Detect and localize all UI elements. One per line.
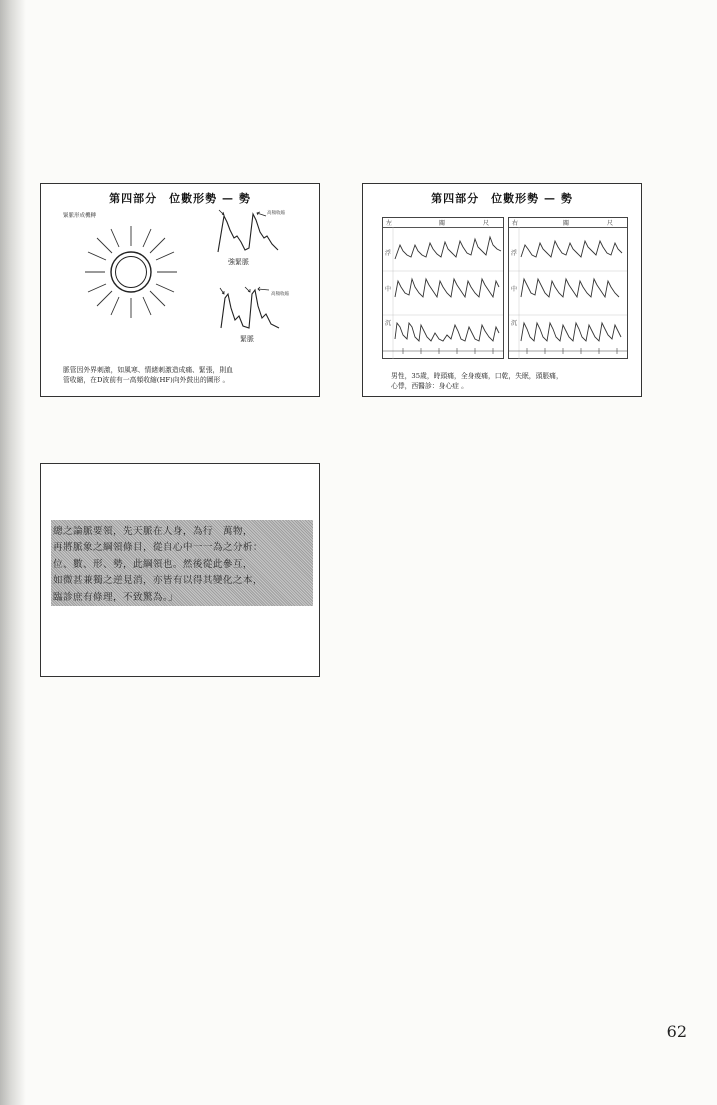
summary-line: 再將脈象之綱領條目，從自心中一一為之分析： <box>53 542 263 554</box>
caption-line: 心悸，西醫診：身心症 。 <box>391 382 468 390</box>
row-label: 沉 <box>385 320 392 327</box>
panel-header-cell: 右 <box>512 220 519 227</box>
hf-label-top: 高頻收縮 <box>267 211 285 216</box>
slide-caption <box>391 371 627 391</box>
slide-caption <box>63 365 305 385</box>
row-label: 浮 <box>385 250 392 257</box>
panel-header-cell: 關 <box>563 220 570 227</box>
sun-diagram-label: 緊脈形成機轉 <box>63 213 97 219</box>
slide-summary-quote <box>40 463 320 677</box>
summary-line: 總之論脈要領，先天脈在人身，為行 萬物， <box>53 526 253 537</box>
summary-line: 位、數、形、勢，此綱領也。然後從此參互， <box>53 558 253 570</box>
panel-header-cell: 尺 <box>607 220 614 227</box>
hf-label-bottom: 高頻收縮 <box>271 292 289 297</box>
tight-pulse-label: 緊脈 <box>240 335 254 343</box>
caption-line: 男性，35歲，時頭痛，全身痠痛，口乾，失眠，頭脹痛， <box>391 372 563 380</box>
caption-line: 管收縮，在D波前有一高頻收縮(HF)向外鼓出的圖形 。 <box>63 376 230 384</box>
summary-line: 臨診庶有條理，不致驚為。」 <box>53 591 179 603</box>
pulse-panel-right <box>508 217 628 359</box>
panel-header-cell: 關 <box>439 220 446 227</box>
caption-line: 脈管因外界刺激，如風寒、情緒刺激造成痛、緊張，則血 <box>63 366 233 374</box>
slide-pulse-recording <box>362 183 642 397</box>
slide-tight-pulse <box>40 183 320 397</box>
binding-shadow <box>0 0 26 1105</box>
row-label: 中 <box>385 286 392 293</box>
slide-title: 第四部分 位數形勢 — 勢 <box>431 192 573 205</box>
summary-line: 如微甚兼獨之逆見消，亦皆有以得其變化之本， <box>53 575 263 587</box>
pulse-traces-right <box>509 227 627 359</box>
panel-header-cell: 尺 <box>483 220 490 227</box>
row-label: 沉 <box>511 320 518 327</box>
slide-title: 第四部分 位數形勢 — 勢 <box>109 192 251 205</box>
pulse-traces-left <box>383 227 503 359</box>
summary-text <box>53 524 315 606</box>
panel-header-cell: 左 <box>386 220 393 227</box>
vessel-contraction-diagram <box>81 222 181 322</box>
row-label: 浮 <box>511 250 518 257</box>
pulse-panel-left <box>382 217 504 359</box>
row-label: 中 <box>511 286 518 293</box>
strong-tight-pulse-label: 強緊脈 <box>228 258 249 266</box>
page-number: 62 <box>666 1022 687 1041</box>
